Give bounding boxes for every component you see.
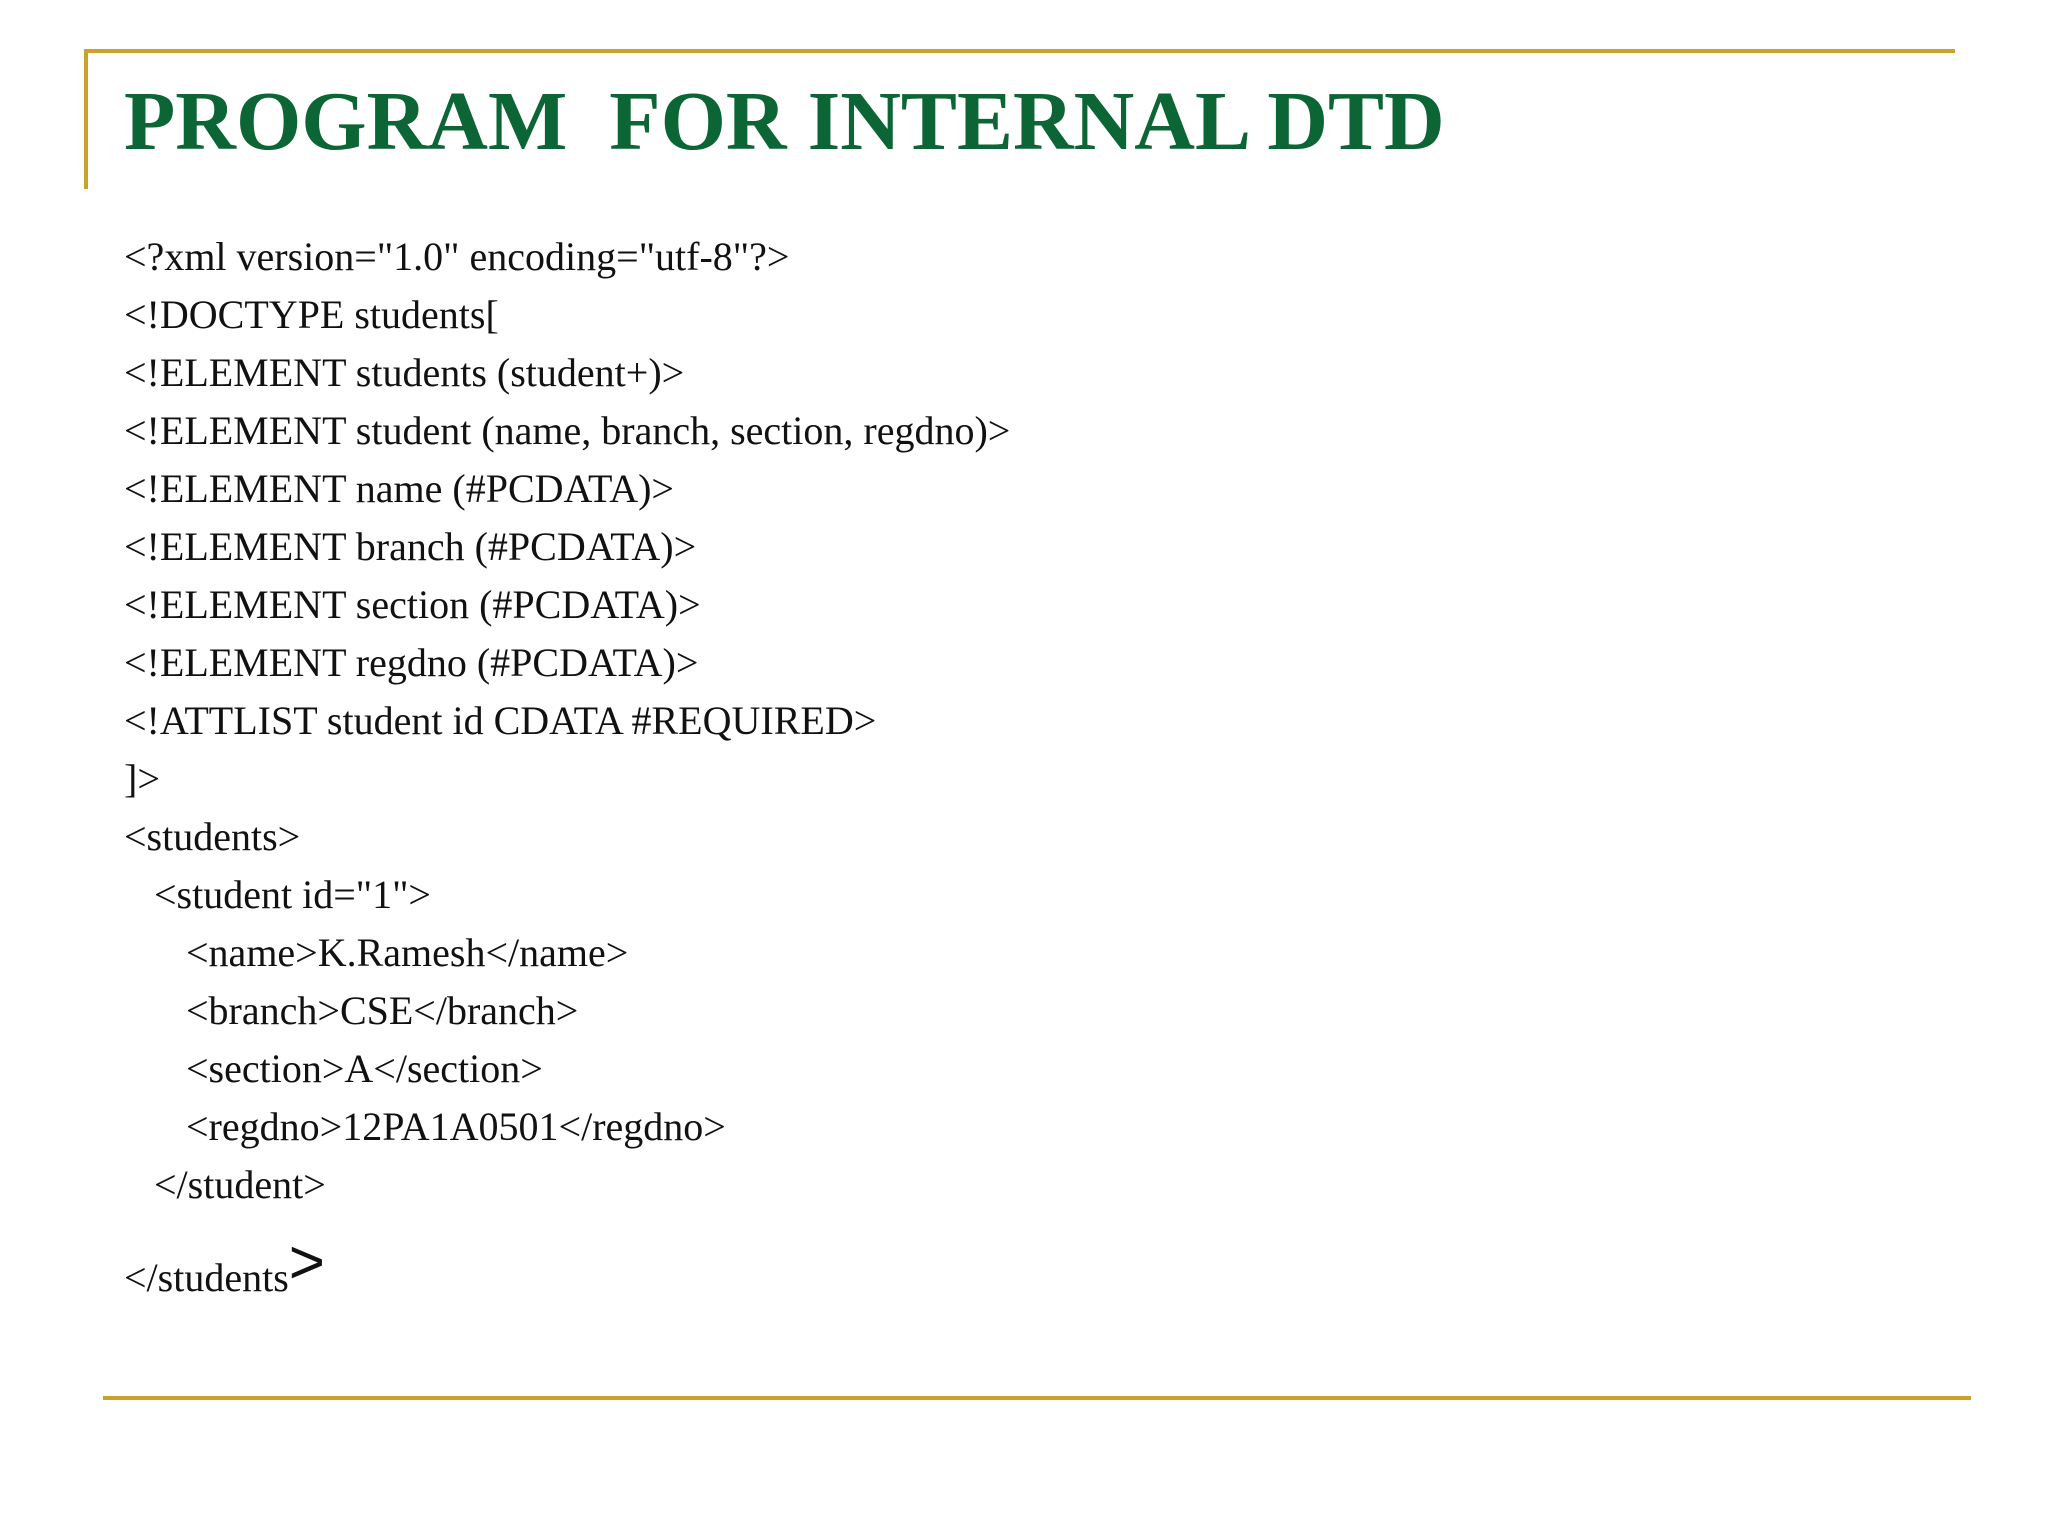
code-line-regdno: <regdno>12PA1A0501</regdno> [186, 1104, 726, 1149]
code-line-branch: <branch>CSE</branch> [186, 988, 579, 1033]
code-line-student-close: </student> [154, 1162, 326, 1207]
code-line-element-students: <!ELEMENT students (student+)> [124, 350, 685, 395]
code-line-name: <name>K.Ramesh</name> [186, 930, 629, 975]
bottom-border-rule [103, 1396, 1971, 1400]
code-line-element-student: <!ELEMENT student (name, branch, section, regdno)> [124, 408, 1011, 453]
code-line-element-section: <!ELEMENT section (#PCDATA)> [124, 582, 701, 627]
slide-title: PROGRAM FOR INTERNAL DTD [124, 75, 1445, 168]
xml-code-listing [124, 228, 1010, 1300]
code-line-attlist: <!ATTLIST student id CDATA #REQUIRED> [124, 698, 877, 743]
students-close-text: </students [124, 1255, 289, 1300]
code-line-element-branch: <!ELEMENT branch (#PCDATA)> [124, 524, 697, 569]
code-line-students-close [124, 1228, 1010, 1300]
students-close-bracket: > [288, 1228, 326, 1297]
code-line-student-open: <student id="1"> [154, 872, 431, 917]
top-border-rule [84, 49, 1955, 53]
left-border-rule [84, 49, 88, 189]
code-line-element-name: <!ELEMENT name (#PCDATA)> [124, 466, 674, 511]
code-line-students-open: <students> [124, 814, 301, 859]
code-line-doctype-close: ]> [124, 756, 160, 801]
code-line-xml-declaration: <?xml version="1.0" encoding="utf-8"?> [124, 234, 790, 279]
code-line-section: <section>A</section> [186, 1046, 543, 1091]
code-line-doctype: <!DOCTYPE students[ [124, 292, 499, 337]
code-line-element-regdno: <!ELEMENT regdno (#PCDATA)> [124, 640, 699, 685]
